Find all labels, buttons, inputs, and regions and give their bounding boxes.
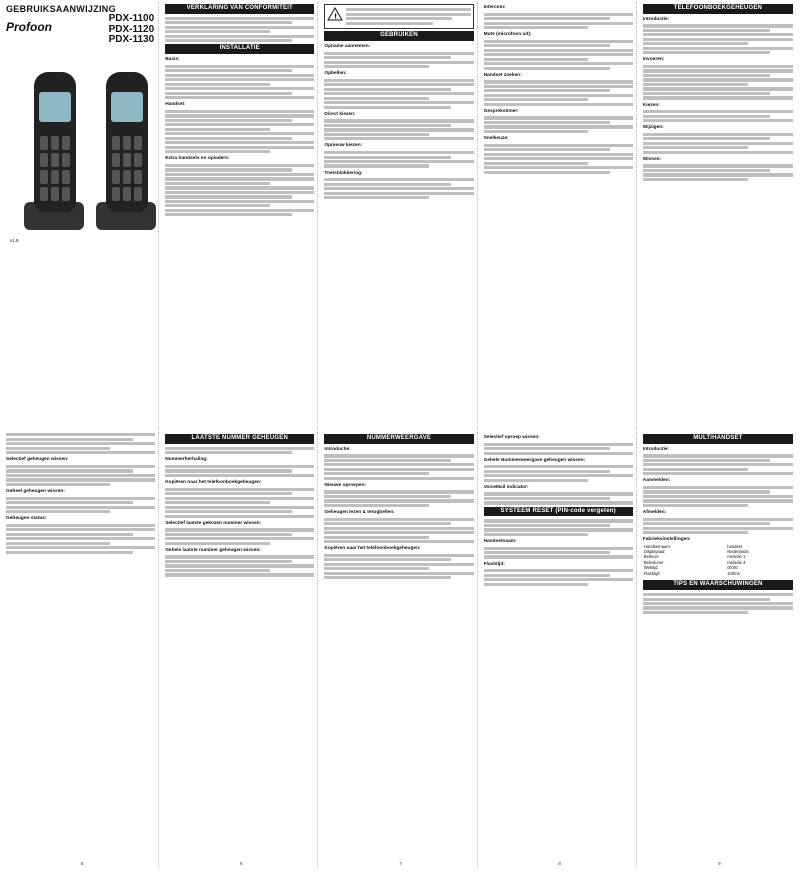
panel-telefoonboek xyxy=(643,2,796,430)
subheading: Nieuwe oproepen: xyxy=(324,482,366,488)
default-settings-table xyxy=(643,544,793,577)
page-number: 6 xyxy=(240,861,243,867)
product-photo xyxy=(16,62,148,237)
cover-title: GEBRUIKSAANWIJZING xyxy=(6,4,116,14)
subheading: Handsetnaam: xyxy=(483,538,517,544)
panel-laatste-nummer xyxy=(165,432,318,868)
subheading: Aanmelden: xyxy=(642,478,671,484)
panel-geheugen xyxy=(6,432,159,868)
subheading: Gesprekstimer: xyxy=(483,108,519,114)
subheading: Introductie: xyxy=(642,16,670,22)
panel-systeem-reset xyxy=(484,432,637,868)
section-band: VERKLARING VAN CONFORMITEIT xyxy=(165,4,314,14)
panel-nummerweergave xyxy=(324,432,477,868)
subheading: Gehele laatste nummer geheugen wissen: xyxy=(165,547,261,553)
subheading: Nummerherhaling: xyxy=(165,457,208,463)
subheading: Toetsblokkering: xyxy=(324,170,363,176)
panel-intercom xyxy=(484,2,637,430)
subheading: Kopiëren naar het telefoonboekgeheugen: xyxy=(165,480,262,486)
page-number: 9 xyxy=(718,861,721,867)
subheading: Handset: xyxy=(165,102,186,108)
model-list xyxy=(109,14,155,46)
subheading: Kopiëren naar het telefoonboekgeheugen: xyxy=(324,546,421,552)
section-band: NUMMERWEERGAVE xyxy=(324,434,473,444)
table-row: Belvolume: melodie 3 xyxy=(643,559,746,565)
subheading: Invoeren: xyxy=(642,57,665,63)
subheading: Kiezen: xyxy=(642,102,660,108)
brand-logo: Profoon xyxy=(6,19,52,34)
table-row: Beltoon: melodie 1 xyxy=(643,554,746,560)
top-row xyxy=(6,2,796,430)
handset-left xyxy=(34,72,76,212)
page-number: 5 xyxy=(80,861,84,867)
section-band: SYSTEEM RESET (PIN-code vergeten) xyxy=(484,507,633,517)
handset-right xyxy=(106,72,148,212)
subheading: Geheugen lezen & terugbellen: xyxy=(324,510,395,516)
subheading: Selectief laatste gekozen nummer wissen: xyxy=(165,520,262,526)
model-3: PDX-1130 xyxy=(108,34,155,45)
svg-text:!: ! xyxy=(334,12,338,21)
subheading: Introductie: xyxy=(642,446,670,452)
subheading: Geheugen status: xyxy=(6,516,47,522)
subheading: Wijzigen: xyxy=(642,125,664,131)
table-row: Flashtijd: 100ms xyxy=(643,570,740,576)
subheading: Direct kiezen: xyxy=(324,111,356,117)
table-row: Displaytaal: Nederlands xyxy=(643,548,749,554)
subheading: Selectief oproep wissen: xyxy=(483,435,540,440)
panel-gebruiken xyxy=(324,2,477,430)
subheading: VoiceMail indicator: xyxy=(483,484,529,490)
subheading: Extra handsets en opladers: xyxy=(165,156,230,162)
subheading: Opname aannemen: xyxy=(324,44,371,50)
subheading: Handset zoeken: xyxy=(483,72,522,78)
warning-triangle-icon xyxy=(327,7,343,21)
table-row: Wektijd: 00:00 xyxy=(643,565,738,571)
panel-multihandset xyxy=(643,432,796,868)
panel-installatie xyxy=(165,2,318,430)
page-number: 8 xyxy=(558,861,561,867)
subheading: Fabrieksinstellingen: xyxy=(642,537,691,543)
section-band: MULTIHANDSET xyxy=(643,434,793,444)
section-band: TELEFOONBOEKGEHEUGEN xyxy=(643,4,793,14)
cover-panel xyxy=(6,2,159,430)
section-band: INSTALLATIE xyxy=(165,44,314,54)
subheading: Selectief geheugen wissen: xyxy=(6,457,69,463)
section-band: GEBRUIKEN xyxy=(324,31,473,41)
table-row: Handsetnaam: handset xyxy=(643,543,743,549)
section-band: TIPS EN WAARSCHUWINGEN xyxy=(643,580,793,590)
version-label: v1.8 xyxy=(10,238,19,244)
mid-row xyxy=(6,432,796,868)
page-number: 7 xyxy=(399,861,402,867)
subheading: Gehele Nummerweergave geheugen wissen: xyxy=(483,457,586,463)
subheading: Afmelden: xyxy=(642,510,667,516)
model-1: PDX-1100 xyxy=(108,13,155,24)
subheading: Wissen: xyxy=(642,156,662,162)
warning-box xyxy=(324,4,473,29)
subheading: Mute (microfoon uit): xyxy=(483,32,532,38)
subheading: Opbellen: xyxy=(324,71,347,77)
subheading: Snelkeuze: xyxy=(483,136,509,142)
subheading: Opnieuw kiezen: xyxy=(324,143,363,149)
subheading: Introductie: xyxy=(324,446,351,452)
subheading: Intercom: xyxy=(483,5,506,10)
subheading: Basis: xyxy=(165,57,180,63)
section-band: LAATSTE NUMMER GEHEUGEN xyxy=(165,434,314,444)
subheading: Flashtijd: xyxy=(483,561,505,567)
model-2: PDX-1120 xyxy=(108,23,155,35)
subheading: Geheel geheugen wissen: xyxy=(6,489,65,495)
